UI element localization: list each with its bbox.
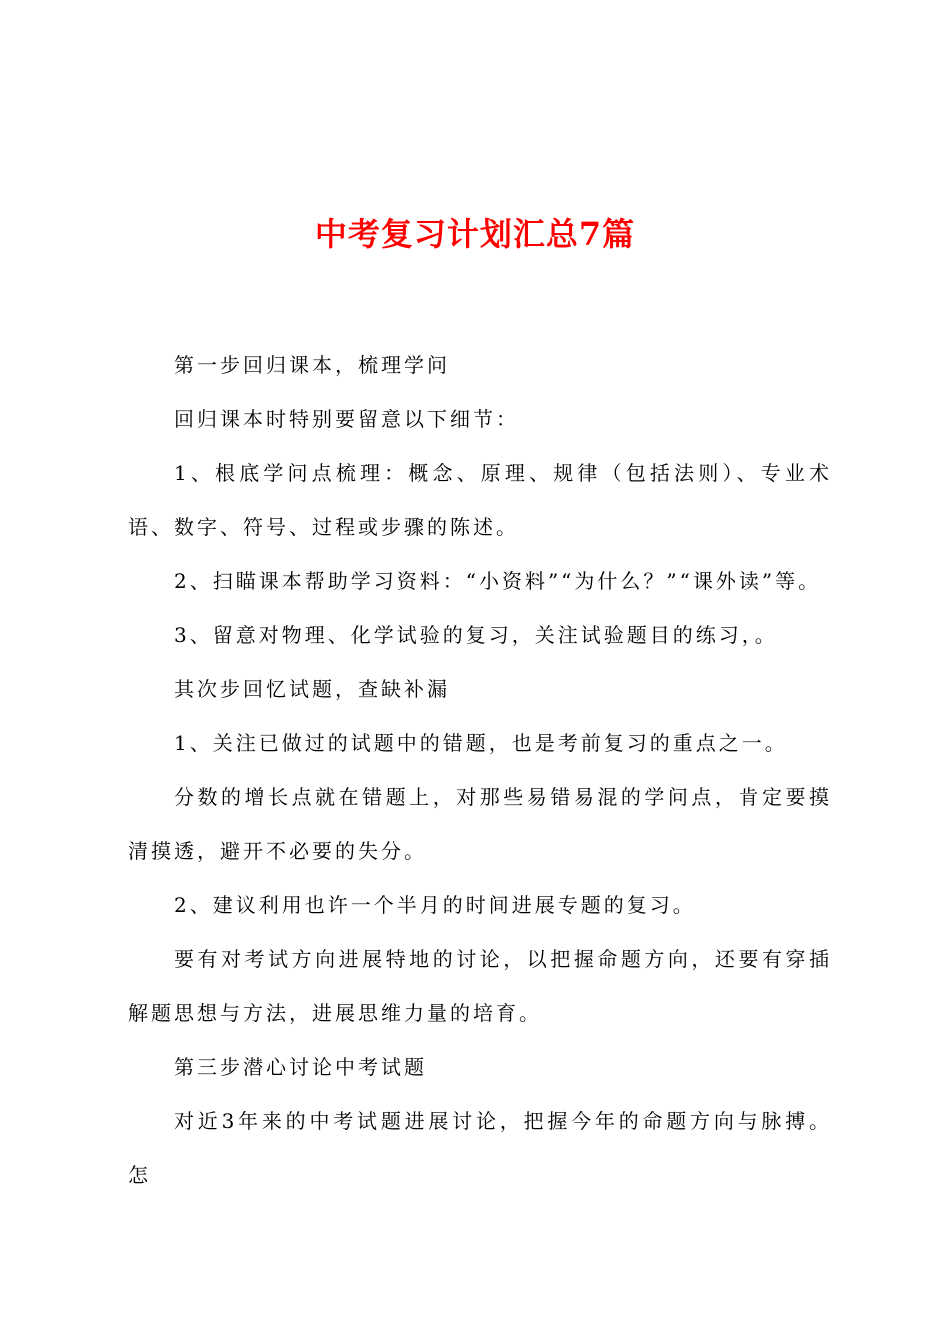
paragraph-step-one-heading: 第一步回归课本，梳理学问 <box>174 353 450 377</box>
paragraph-item-3: 3、留意对物理、化学试验的复习，关注试验题目的练习，。 <box>174 623 778 647</box>
paragraph-item-1: 1、根底学问点梳理：概念、原理、规律（包括法则）、专业术语、数字、符号、过程或步骤的陈述。 <box>128 461 832 539</box>
paragraph-error-growth: 分数的增长点就在错题上，对那些易错易混的学问点，肯定要摸清摸透，避开不必要的失分。 <box>128 785 832 863</box>
paragraph-step-two-heading: 其次步回忆试题，查缺补漏 <box>174 677 450 701</box>
paragraph-details-intro: 回归课本时特别要留意以下细节： <box>174 407 519 431</box>
paragraph-step-three-heading: 第三步潜心讨论中考试题 <box>174 1055 427 1079</box>
paragraph-step-two-item-2: 2、建议利用也许一个半月的时间进展专题的复习。 <box>174 893 696 917</box>
paragraph-item-2: 2、扫瞄课本帮助学习资料：“小资料”“为什么？”“课外读”等。 <box>174 569 822 593</box>
paragraph-recent-exams: 对近3年来的中考试题进展讨论，把握今年的命题方向与脉搏。怎 <box>128 1109 832 1187</box>
document-body <box>128 338 832 1202</box>
paragraph-step-two-item-1: 1、关注已做过的试题中的错题，也是考前复习的重点之一。 <box>174 731 788 755</box>
paragraph-exam-direction: 要有对考试方向进展特地的讨论，以把握命题方向，还要有穿插解题思想与方法，进展思维力量的培育。 <box>128 947 832 1025</box>
document-title: 中考复习计划汇总7篇 <box>314 215 636 253</box>
